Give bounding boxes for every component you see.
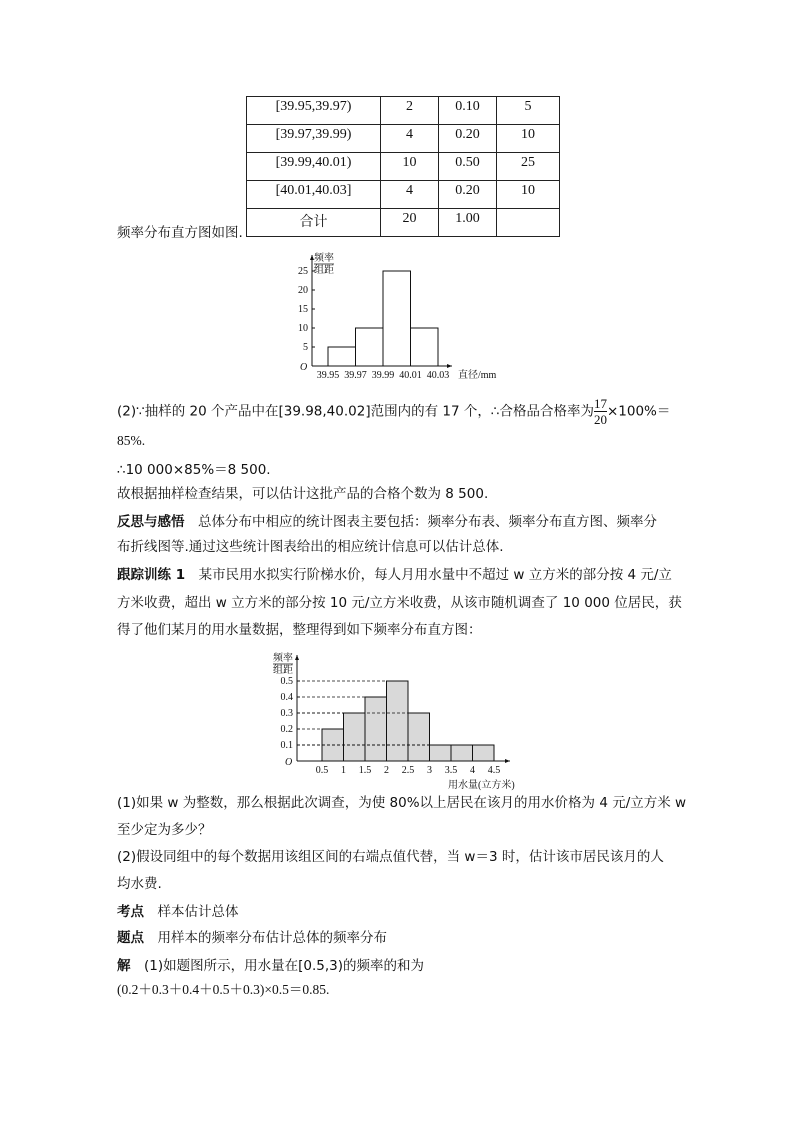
table-cell: 4	[381, 181, 439, 209]
question-2-line-2: 均水费.	[117, 876, 162, 892]
solution-line-1	[117, 957, 424, 975]
x-tick-label: 3.5	[444, 765, 458, 776]
denominator: 20	[593, 412, 607, 427]
training-line-3: 得了他们某月的用水量数据，整理得到如下频率分布直方图：	[117, 622, 482, 638]
question-1-line-2: 至少定为多少？	[117, 822, 212, 838]
y-label-top: 频率	[273, 653, 293, 664]
x-tick-label: 1	[341, 765, 346, 776]
table-cell: [39.97,39.99)	[247, 125, 381, 153]
histogram-bar	[473, 745, 495, 761]
table-cell: 0.20	[439, 125, 497, 153]
x-tick-label: 2	[384, 765, 389, 776]
key-point	[117, 903, 239, 921]
topic-point	[117, 929, 387, 947]
x-tick-label: 4.5	[487, 765, 501, 776]
table-cell: [39.99,40.01)	[247, 153, 381, 181]
y-axis-arrow-icon	[295, 655, 299, 660]
table-cell: 0.20	[439, 181, 497, 209]
y-tick-label: 15	[298, 304, 308, 315]
table-cell: [39.95,39.97)	[247, 97, 381, 125]
x-tick-label: 4	[470, 765, 475, 776]
reflection-line-2: 布折线图等.通过这些统计图表给出的相应统计信息可以估计总体.	[117, 539, 504, 555]
x-tick-label: 3	[427, 765, 432, 776]
x-axis-label: 直径/mm	[458, 370, 497, 381]
table-cell: 25	[497, 153, 560, 181]
reflection-text: 总体分布中相应的统计图表主要包括：频率分布表、频率分布直方图、频率分	[184, 514, 657, 530]
histogram-bar	[451, 745, 473, 761]
y-label-top: 频率	[314, 253, 334, 264]
x-tick-label: 39.99	[371, 370, 395, 381]
y-tick-label: 0.2	[280, 724, 293, 735]
histogram-bar	[430, 745, 452, 761]
key-point-text: 样本估计总体	[144, 904, 239, 920]
x-tick-label: 40.01	[399, 370, 422, 381]
reflection-label: 反思与感悟	[117, 514, 185, 530]
numerator: 17	[593, 396, 607, 411]
training-text: 某市民用水拟实行阶梯水价，每人月用水量中不超过 w 立方米的部分按 4 元/立	[185, 567, 672, 583]
y-tick-label: 10	[298, 323, 308, 334]
histogram-bar	[365, 697, 387, 761]
x-tick-label: 39.97	[344, 370, 367, 381]
x-tick-label: 0.5	[315, 765, 329, 776]
y-tick-label: 0.3	[280, 708, 293, 719]
table-cell: 合计	[247, 209, 381, 237]
histogram-bar	[387, 681, 409, 761]
table-cell: 1.00	[439, 209, 497, 237]
y-tick-label: 0.5	[280, 676, 293, 687]
table-cell: 0.10	[439, 97, 497, 125]
origin-label: O	[300, 362, 308, 373]
table-cell: 10	[381, 153, 439, 181]
table-cell: 20	[381, 209, 439, 237]
table-cell: 5	[497, 97, 560, 125]
solution-label: 解	[117, 958, 131, 974]
x-axis-arrow-icon	[505, 759, 510, 763]
hist-intro: 频率分布直方图如图.	[117, 225, 243, 241]
y-tick-label: 25	[298, 266, 308, 277]
question-1-line-1: (1)如果 w 为整数，那么根据此次调查，为使 80%以上居民在该月的用水价格为 4 元/立方米 w	[117, 795, 687, 811]
solution-line-2: (0.2＋0.3＋0.4＋0.5＋0.3)×0.5＝0.85.	[117, 982, 330, 997]
calc-line: ∴10 000×85%＝8 500.	[117, 462, 271, 478]
y-tick-label: 20	[298, 285, 308, 296]
part2-result: 85%.	[117, 433, 146, 448]
topic-point-label: 题点	[117, 930, 144, 946]
training-label: 跟踪训练 1	[117, 567, 186, 583]
key-point-label: 考点	[117, 904, 144, 920]
table-cell: 2	[381, 97, 439, 125]
origin-label: O	[285, 757, 293, 768]
x-tick-label: 40.03	[426, 370, 450, 381]
y-tick-label: 0.1	[280, 740, 293, 751]
x-axis-label: 用水量(立方米)	[448, 780, 515, 791]
y-tick-label: 5	[303, 342, 308, 353]
y-tick-label: 0.4	[280, 692, 293, 703]
histogram-bar	[408, 713, 430, 761]
conclusion-line: 故根据抽样检查结果，可以估计这批产品的合格个数为 8 500.	[117, 486, 489, 502]
x-tick-label: 2.5	[401, 765, 415, 776]
x-tick-label: 39.95	[316, 370, 340, 381]
table-cell: [40.01,40.03]	[247, 181, 381, 209]
histogram-bar	[344, 713, 366, 761]
part2-text-b: ×100%＝	[606, 403, 671, 420]
topic-point-text: 用样本的频率分布估计总体的频率分布	[144, 930, 387, 946]
question-2-line-1: (2)假设同组中的每个数据用该组区间的右端点值代替，当 w＝3 时，估计该市居民该月的人	[117, 849, 664, 865]
x-tick-label: 1.5	[358, 765, 372, 776]
y-label-bottom: 组距	[314, 265, 334, 276]
training-line-2: 方米收费，超出 w 立方米的部分按 10 元/立方米收费，从该市随机调查了 10 000 位居民，获	[117, 595, 682, 611]
table-cell: 10	[497, 181, 560, 209]
table-cell: 10	[497, 125, 560, 153]
table-cell: 4	[381, 125, 439, 153]
part2-text: (2)∵抽样的 20 个产品中在[39.98,40.02]范围内的有 17 个，∴合格品合格率为	[117, 403, 594, 420]
solution-text: (1)如题图所示，用水量在[0.5,3)的频率的和为	[130, 958, 425, 974]
y-label-bottom: 组距	[273, 665, 293, 676]
table-cell: 0.50	[439, 153, 497, 181]
